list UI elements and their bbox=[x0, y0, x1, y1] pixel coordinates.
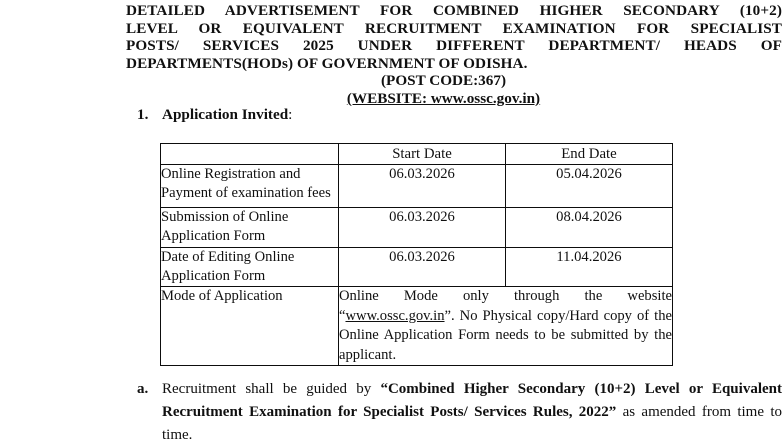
row-end-date: 05.04.2026 bbox=[506, 165, 673, 208]
heading-line-1: DETAILED ADVERTISEMENT FOR COMBINED HIGHER SECONDARY (10+2) bbox=[126, 2, 782, 19]
paragraph-a-body bbox=[162, 378, 782, 447]
heading-line-4: DEPARTMENTS(HODs) OF GOVERNMENT OF ODISHA. bbox=[126, 54, 528, 72]
paragraph-a-text-after: as amended from time to time. bbox=[162, 404, 782, 443]
website-line-text: (WEBSITE: www.ossc.gov.in) bbox=[346, 89, 541, 107]
row-label: Submission of Online Application Form bbox=[161, 207, 339, 247]
row-label: Online Registration and Payment of examination fees bbox=[161, 165, 339, 208]
table-header-row bbox=[161, 144, 673, 165]
mode-text-after-url: ”. No Physical copy/Hard copy of the Online Application Form needs to be submitted by the applicant. bbox=[339, 307, 672, 363]
paragraph-a-marker: a. bbox=[137, 381, 149, 397]
row-start-date: 06.03.2026 bbox=[339, 207, 506, 247]
row-end-date: 11.04.2026 bbox=[506, 247, 673, 287]
row-start-date: 06.03.2026 bbox=[339, 247, 506, 287]
row-label: Date of Editing Online Application Form bbox=[161, 247, 339, 287]
paragraph-a-text-before: Recruitment shall be guided by bbox=[162, 381, 381, 397]
item-one-marker: 1. bbox=[137, 106, 149, 123]
table-row bbox=[161, 165, 673, 208]
document-heading bbox=[126, 2, 782, 108]
post-code-line: (POST CODE:367) bbox=[380, 72, 507, 90]
heading-line-2: LEVEL OR EQUIVALENT RECRUITMENT EXAMINATION FOR SPECIALIST bbox=[126, 19, 782, 37]
table-row bbox=[161, 247, 673, 287]
header-cell-end-date: End Date bbox=[506, 144, 673, 165]
mode-website-link[interactable]: www.ossc.gov.in bbox=[345, 307, 445, 324]
schedule-table bbox=[160, 143, 673, 366]
header-cell-blank bbox=[161, 144, 339, 165]
table-row bbox=[161, 207, 673, 247]
item-one-colon: : bbox=[288, 106, 293, 123]
mode-of-application-text bbox=[339, 287, 673, 366]
row-start-date: 06.03.2026 bbox=[339, 165, 506, 208]
header-cell-start-date: Start Date bbox=[339, 144, 506, 165]
item-application-invited bbox=[137, 106, 292, 123]
row-label: Mode of Application bbox=[161, 287, 339, 366]
paragraph-a-rules-title: “Combined Higher Secondary (10+2) Level or Equivalent Recruitment Examination for Specialist Posts/ Services Rules, 2022” bbox=[162, 381, 782, 420]
website-line bbox=[126, 90, 761, 108]
row-end-date: 08.04.2026 bbox=[506, 207, 673, 247]
table-row-mode-of-application bbox=[161, 287, 673, 366]
paragraph-a bbox=[137, 378, 782, 447]
item-one-label: Application Invited bbox=[162, 106, 289, 123]
mode-text-before-url: Online Mode only through the website “ bbox=[339, 288, 672, 324]
heading-line-3: POSTS/ SERVICES 2025 UNDER DIFFERENT DEPARTMENT/ HEADS OF bbox=[126, 37, 782, 55]
